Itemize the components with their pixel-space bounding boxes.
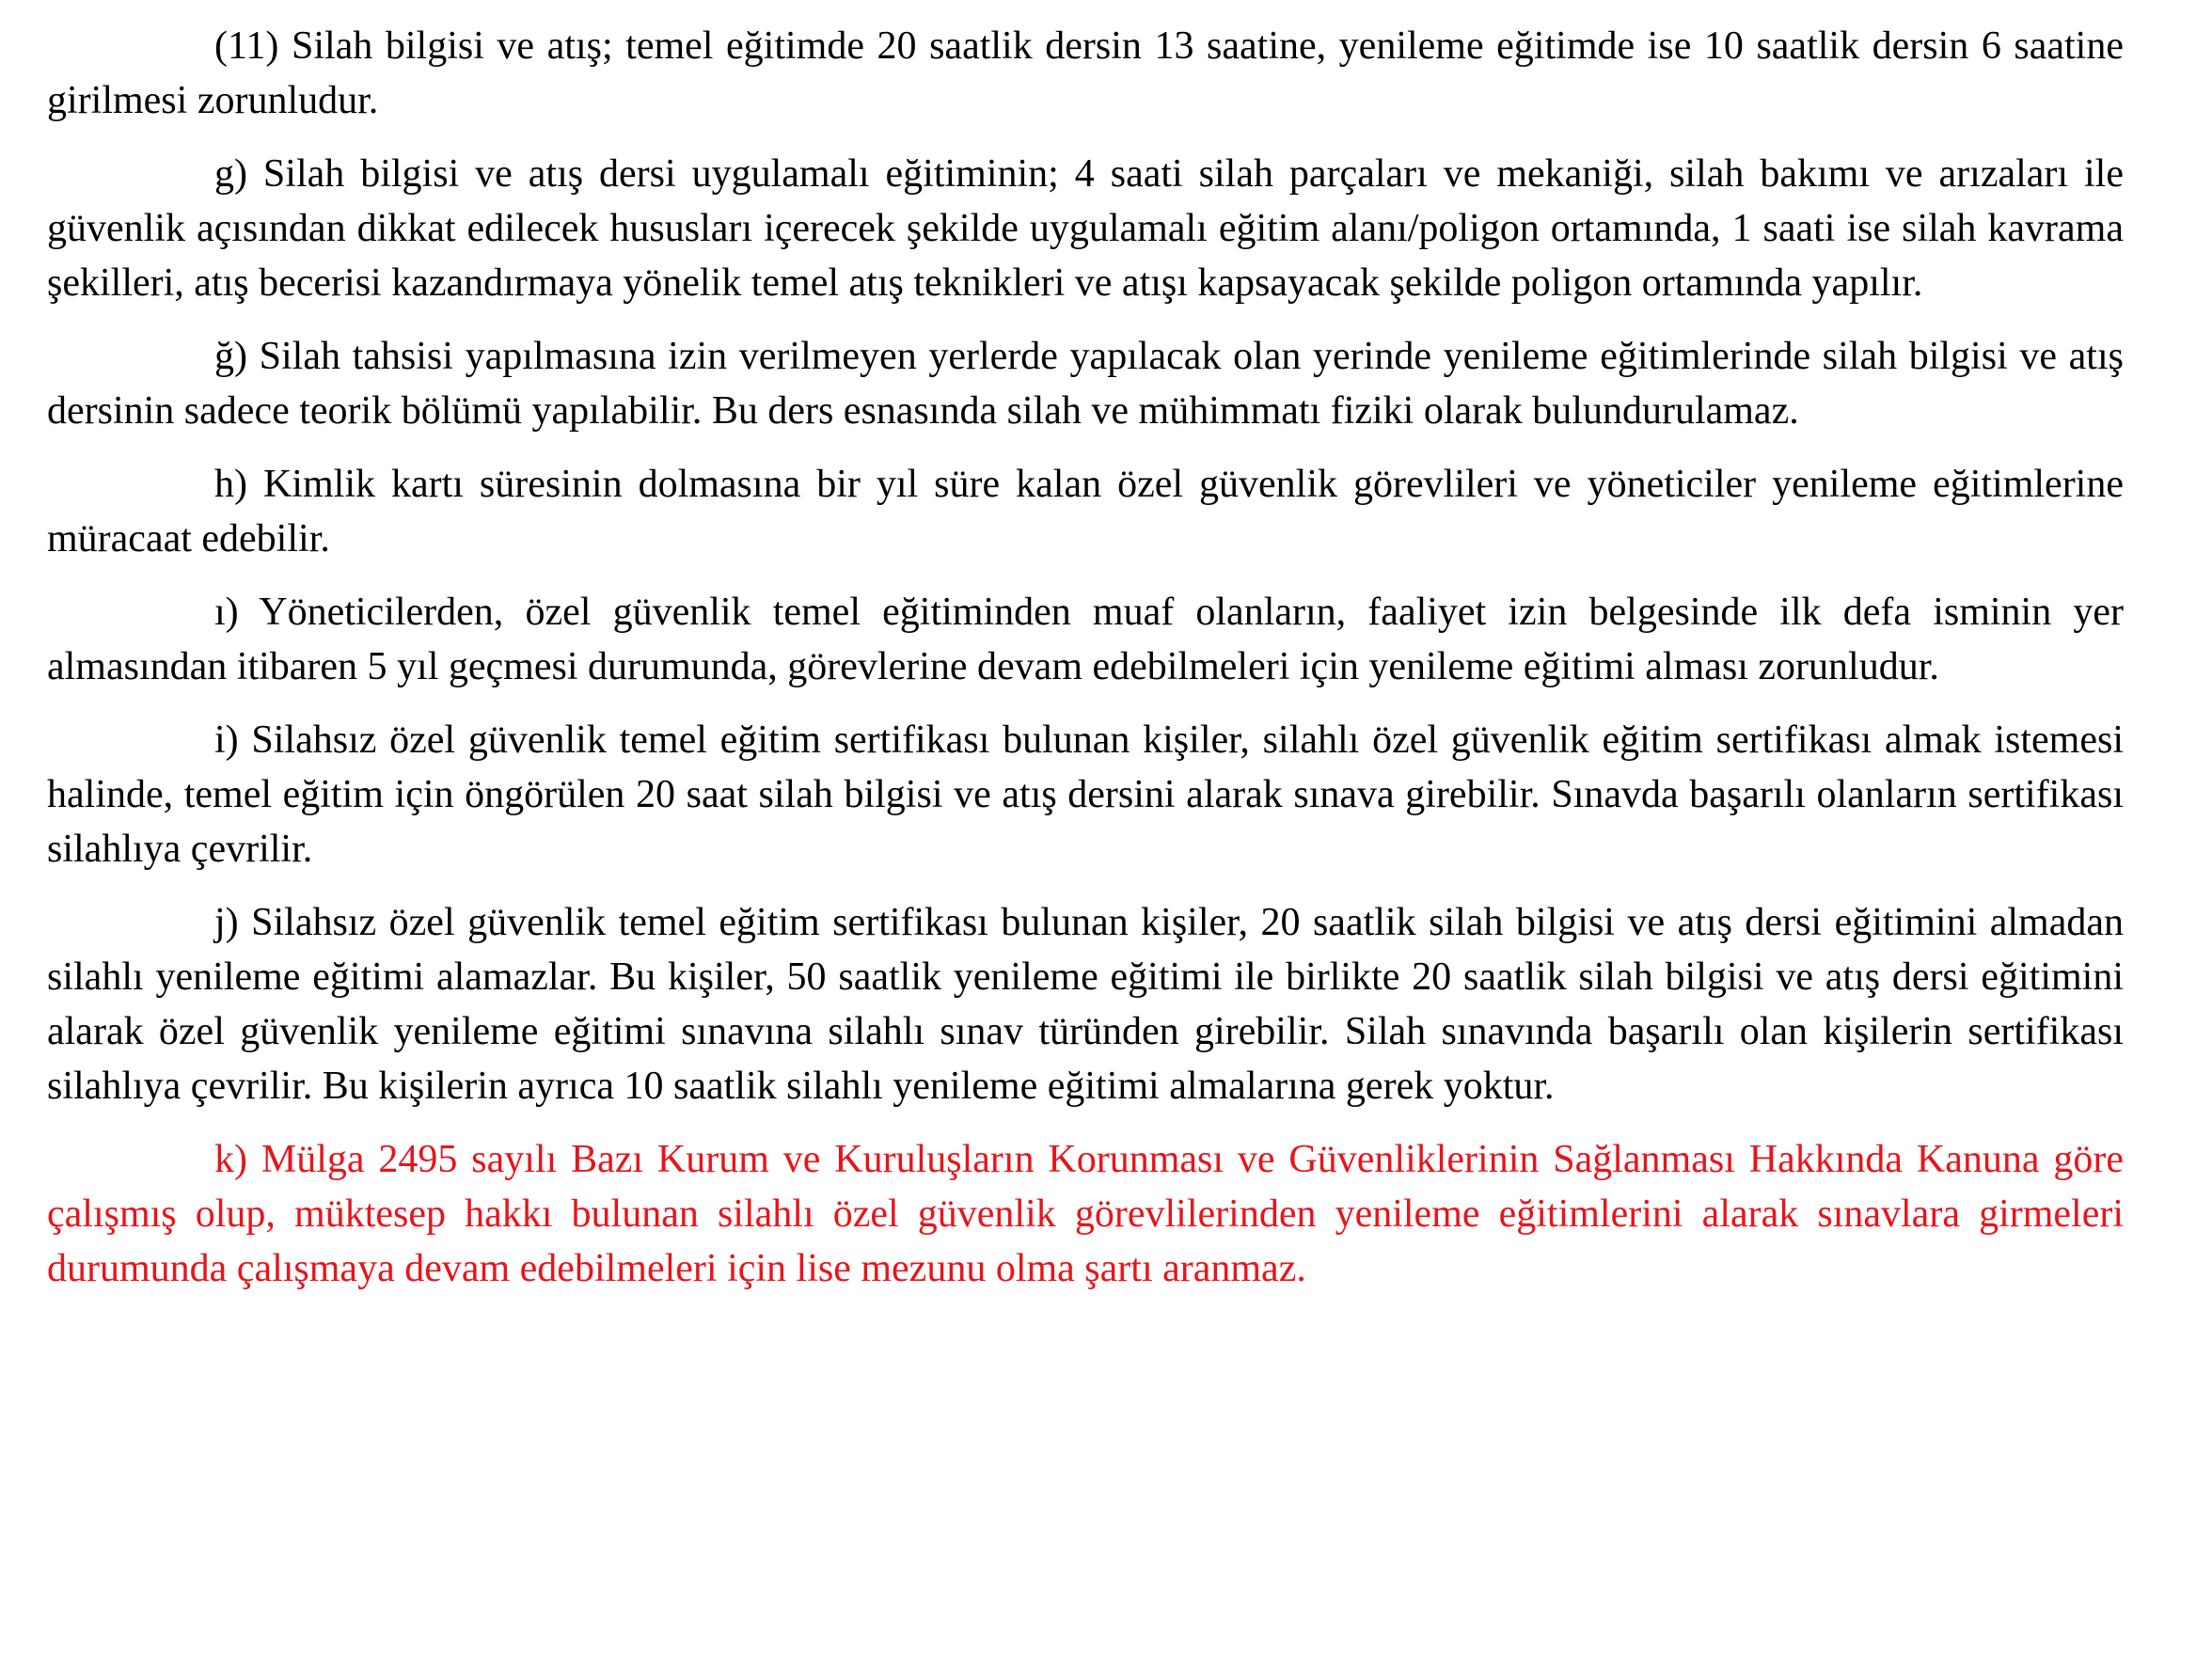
paragraph-i: i) Silahsız özel güvenlik temel eğitim sertifikası bulunan kişiler, silahlı özel güvenlik eğitim sertifikası almak istemesi halinde, temel eğitim için öngörülen 20 saat silah bilgisi ve atış dersini alarak sınava girebilir. Sınavda başarılı olanların sertifikası silahlıya çevrilir. xyxy=(47,718,2124,871)
paragraph-g-breve: ğ) Silah tahsisi yapılmasına izin verilmeyen yerlerde yapılacak olan yerinde yenileme eğitimlerinde silah bilgisi ve atış dersinin sadece teorik bölümü yapılabilir. Bu ders esnasında silah ve mühimmatı fiziki olarak bulundurulamaz. xyxy=(47,335,2124,433)
paragraph-g: g) Silah bilgisi ve atış dersi uygulamalı eğitiminin; 4 saati silah parçaları ve mekaniği, silah bakımı ve arızaları ile güvenlik açısından dikkat edilecek hususları içerecek şekilde uygulamalı eğitim alanı/poligon ortamında, 1 saati ise silah kavrama şekilleri, atış becerisi kazandırmaya yönelik temel atış teknikleri ve atışı kapsayacak şekilde poligon ortamında yapılır. xyxy=(47,152,2124,305)
paragraph-h: h) Kimlik kartı süresinin dolmasına bir yıl süre kalan özel güvenlik görevlileri ve yöneticiler yenileme eğitimlerine müracaat edebilir. xyxy=(47,463,2124,560)
paragraph-11: (11) Silah bilgisi ve atış; temel eğitimde 20 saatlik dersin 13 saatine, yenileme eğitimde ise 10 saatlik dersin 6 saatine girilmesi zorunludur. xyxy=(47,24,2124,122)
paragraph-i-dotless: ı) Yöneticilerden, özel güvenlik temel eğitiminden muaf olanların, faaliyet izin belgesinde ilk defa isminin yer almasından itibaren 5 yıl geçmesi durumunda, görevlerine devam edebilmeleri için yenileme eğitimi alması zorunludur. xyxy=(47,591,2124,688)
document-page xyxy=(47,19,2124,1315)
paragraph-k-amended: k) Mülga 2495 sayılı Bazı Kurum ve Kuruluşların Korunması ve Güvenliklerinin Sağlanması Hakkında Kanuna göre çalışmış olup, müktesep hakkı bulunan silahlı özel güvenlik görevlilerinden yenileme eğitimlerini alarak sınavlara girmeleri durumunda çalışmaya devam edebilmeleri için lise mezunu olma şartı aranmaz. xyxy=(47,1138,2124,1290)
paragraph-j: j) Silahsız özel güvenlik temel eğitim sertifikası bulunan kişiler, 20 saatlik silah bilgisi ve atış dersi eğitimini almadan silahlı yenileme eğitimi alamazlar. Bu kişiler, 50 saatlik yenileme eğitimi ile birlikte 20 saatlik silah bilgisi ve atış dersi eğitimini alarak özel güvenlik yenileme eğitimi sınavına silahlı sınav türünden girebilir. Silah sınavında başarılı olan kişilerin sertifikası silahlıya çevrilir. Bu kişilerin ayrıca 10 saatlik silahlı yenileme eğitimi almalarına gerek yoktur. xyxy=(47,901,2124,1108)
